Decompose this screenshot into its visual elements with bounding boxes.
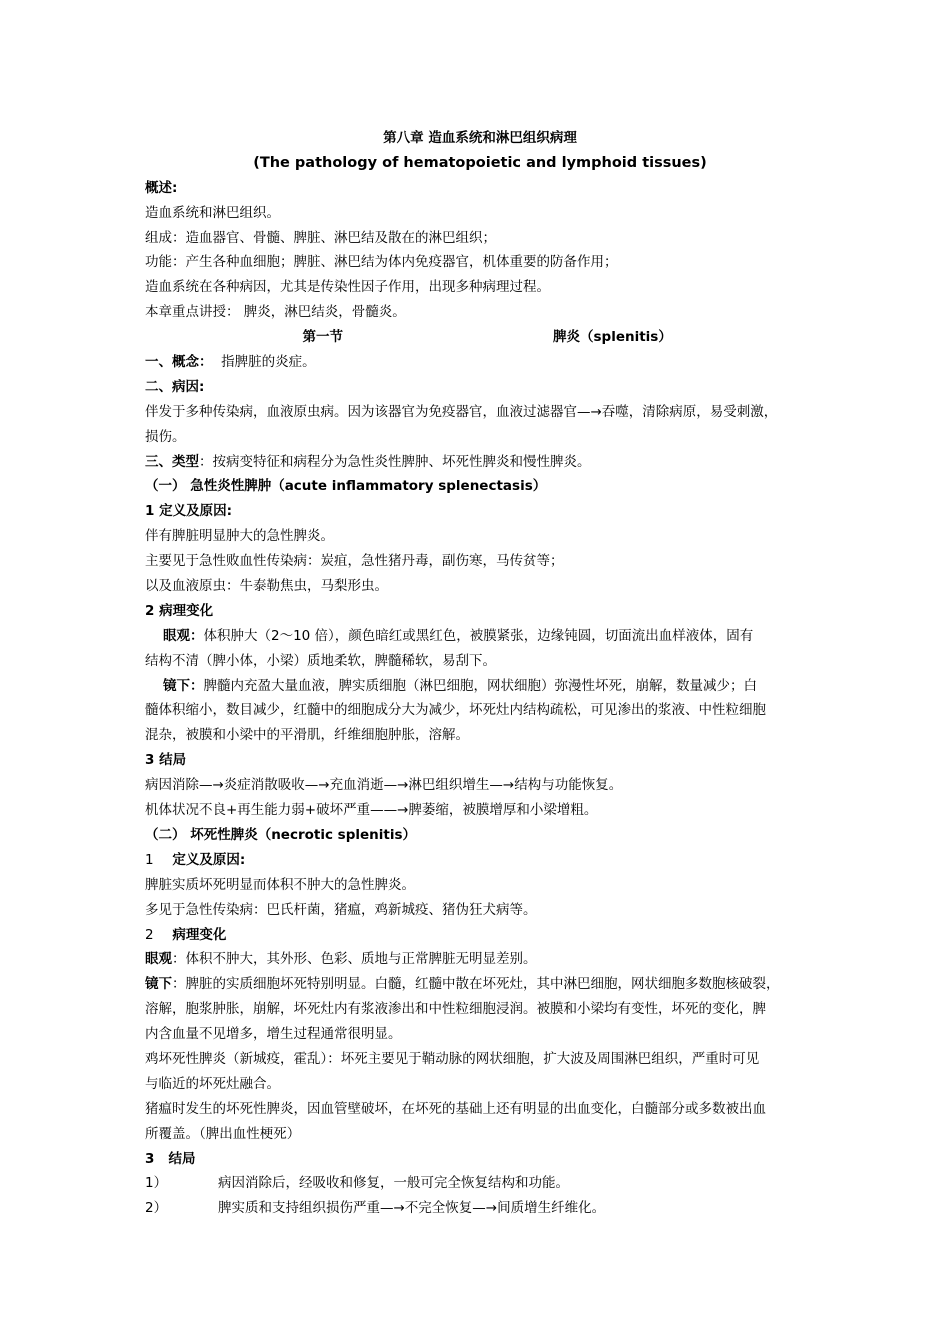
types-line bbox=[145, 450, 815, 475]
acute-def-line: 以及血液原虫：牛泰勒焦虫，马梨形虫。 bbox=[145, 578, 388, 595]
acute-heading: （一） 急性炎性脾肿（acute inflammatory splenectasis） bbox=[145, 478, 547, 495]
outcome-list-item bbox=[145, 1171, 815, 1196]
chapter-title: 第八章 造血系统和淋巴组织病理 bbox=[383, 130, 577, 146]
necrotic-outcome-heading-line bbox=[145, 1147, 815, 1172]
acute-gross-text: 体积肿大（2～10 倍），颜色暗红或黑红色，被膜紧张，边缘钝圆，切面流出血样液体，固有 bbox=[203, 627, 754, 644]
section-title: 脾炎（splenitis） bbox=[553, 329, 672, 346]
outcome-item-text: 脾实质和支持组织损伤严重—→不完全恢复—→间质增生纤维化。 bbox=[218, 1200, 606, 1217]
outcome-item-num: 2） bbox=[145, 1200, 168, 1217]
overview-heading: 概述: bbox=[145, 179, 178, 196]
necrotic-def-num: 1 bbox=[145, 851, 154, 868]
section-heading bbox=[145, 325, 815, 350]
acute-path-heading: 2 病理变化 bbox=[145, 602, 214, 619]
types-heading: 三、类型 bbox=[145, 453, 199, 470]
outcome-list-item bbox=[145, 1196, 815, 1221]
acute-gross-line: 结构不清（脾小体，小梁）质地柔软，脾髓稀软，易刮下。 bbox=[145, 652, 496, 669]
acute-gross-label: 眼观： bbox=[163, 627, 204, 644]
necrotic-micro-line bbox=[145, 972, 815, 997]
overview-line: 造血系统和淋巴组织。 bbox=[145, 204, 280, 221]
chapter-title-en: (The pathology of hematopoietic and lymphoid tissues) bbox=[253, 154, 707, 171]
section-label: 第一节 bbox=[302, 329, 343, 346]
necrotic-heading: （二） 坏死性脾炎（necrotic splenitis） bbox=[145, 826, 417, 843]
necrotic-def-line: 多见于急性传染病：巴氏杆菌，猪瘟，鸡新城疫、猪伪狂犬病等。 bbox=[145, 901, 537, 918]
acute-def-heading: 1 定义及原因: bbox=[145, 503, 232, 520]
necrotic-gross-line bbox=[145, 947, 815, 972]
necrotic-micro-line: 溶解，胞浆肿胀，崩解，坏死灶内有浆液渗出和中性粒细胞浸润。被膜和小梁均有变性，坏死的变化，脾 bbox=[145, 1001, 766, 1018]
necrotic-micro-line: 内含血量不见增多，增生过程通常很明显。 bbox=[145, 1026, 402, 1043]
acute-outcome-line: 病因消除—→炎症消散吸收—→充血消逝—→淋巴组织增生—→结构与功能恢复。 bbox=[145, 777, 623, 794]
necrotic-outcome-num: 3 bbox=[145, 1150, 155, 1167]
necrotic-path-heading-line bbox=[145, 923, 815, 948]
necrotic-micro-text: ：脾脏的实质细胞坏死特别明显。白髓，红髓中散在坏死灶，其中淋巴细胞，网状细胞多数胞核破裂， bbox=[172, 976, 780, 993]
document-page bbox=[145, 126, 815, 1221]
necrotic-micro-label: 镜下 bbox=[145, 976, 172, 993]
acute-def-line: 主要见于急性败血性传染病：炭疽，急性猪丹毒，副伤寒，马传贫等； bbox=[145, 553, 564, 570]
necrotic-gross-text: ：体积不肿大，其外形、色彩、质地与正常脾脏无明显差别。 bbox=[172, 951, 537, 968]
necrotic-def-line: 脾脏实质坏死明显而体积不肿大的急性脾炎。 bbox=[145, 876, 415, 893]
chicken-line: 与临近的坏死灶融合。 bbox=[145, 1075, 280, 1092]
acute-gross-line bbox=[145, 624, 815, 649]
overview-line: 造血系统在各种病因，尤其是传染性因子作用，出现多种病理过程。 bbox=[145, 279, 550, 296]
pig-line: 猪瘟时发生的坏死性脾炎，因血管壁破坏，在坏死的基础上还有明显的出血变化，白髓部分或多数被出血 bbox=[145, 1100, 766, 1117]
concept-text: 指脾脏的炎症。 bbox=[221, 354, 316, 371]
cause-heading: 二、病因: bbox=[145, 378, 205, 395]
chicken-line: 鸡坏死性脾炎（新城疫，霍乱）：坏死主要见于鞘动脉的网状细胞，扩大波及周围淋巴组织，严重时可见 bbox=[145, 1050, 760, 1067]
acute-outcome-heading: 3 结局 bbox=[145, 752, 187, 769]
outcome-item-num: 1） bbox=[145, 1175, 168, 1192]
acute-micro-label: 镜下： bbox=[163, 677, 204, 694]
pig-line: 所覆盖。（脾出血性梗死） bbox=[145, 1125, 301, 1142]
necrotic-gross-label: 眼观 bbox=[145, 951, 172, 968]
concept-heading: 一、概念： bbox=[145, 354, 213, 371]
outcome-item-text: 病因消除后，经吸收和修复，一般可完全恢复结构和功能。 bbox=[218, 1175, 569, 1192]
necrotic-def-heading-line bbox=[145, 848, 815, 873]
necrotic-def-heading: 定义及原因: bbox=[172, 851, 246, 868]
necrotic-path-heading: 病理变化 bbox=[172, 926, 227, 943]
acute-micro-text: 脾髓内充盈大量血液，脾实质细胞（淋巴细胞，网状细胞）弥漫性坏死，崩解，数量减少；白 bbox=[203, 677, 757, 694]
acute-micro-line: 髓体积缩小，数目减少，红髓中的细胞成分大为减少，坏死灶内结构疏松，可见渗出的浆液、中性粒细胞 bbox=[145, 702, 766, 719]
cause-line: 伴发于多种传染病，血液原虫病。因为该器官为免疫器官，血液过滤器官—→吞噬，清除病原，易受刺激， bbox=[145, 403, 778, 420]
overview-line: 组成：造血器官、骨髓、脾脏、淋巴结及散在的淋巴组织； bbox=[145, 229, 496, 246]
overview-line: 本章重点讲授： 脾炎，淋巴结炎，骨髓炎。 bbox=[145, 304, 406, 321]
cause-line: 损伤。 bbox=[145, 428, 186, 445]
concept-line bbox=[145, 350, 815, 375]
acute-micro-line: 混杂，被膜和小梁中的平滑肌，纤维细胞肿胀，溶解。 bbox=[145, 727, 469, 744]
necrotic-path-num: 2 bbox=[145, 926, 154, 943]
acute-outcome-line: 机体状况不良+再生能力弱+破坏严重——→脾萎缩，被膜增厚和小梁增粗。 bbox=[145, 802, 598, 819]
necrotic-outcome-heading: 结局 bbox=[168, 1150, 196, 1167]
acute-micro-line bbox=[145, 674, 815, 699]
types-text: ：按病变特征和病程分为急性炎性脾肿、坏死性脾炎和慢性脾炎。 bbox=[199, 453, 591, 470]
acute-def-line: 伴有脾脏明显肿大的急性脾炎。 bbox=[145, 528, 334, 545]
overview-line: 功能：产生各种血细胞；脾脏、淋巴结为体内免疫器官，机体重要的防备作用； bbox=[145, 254, 618, 271]
